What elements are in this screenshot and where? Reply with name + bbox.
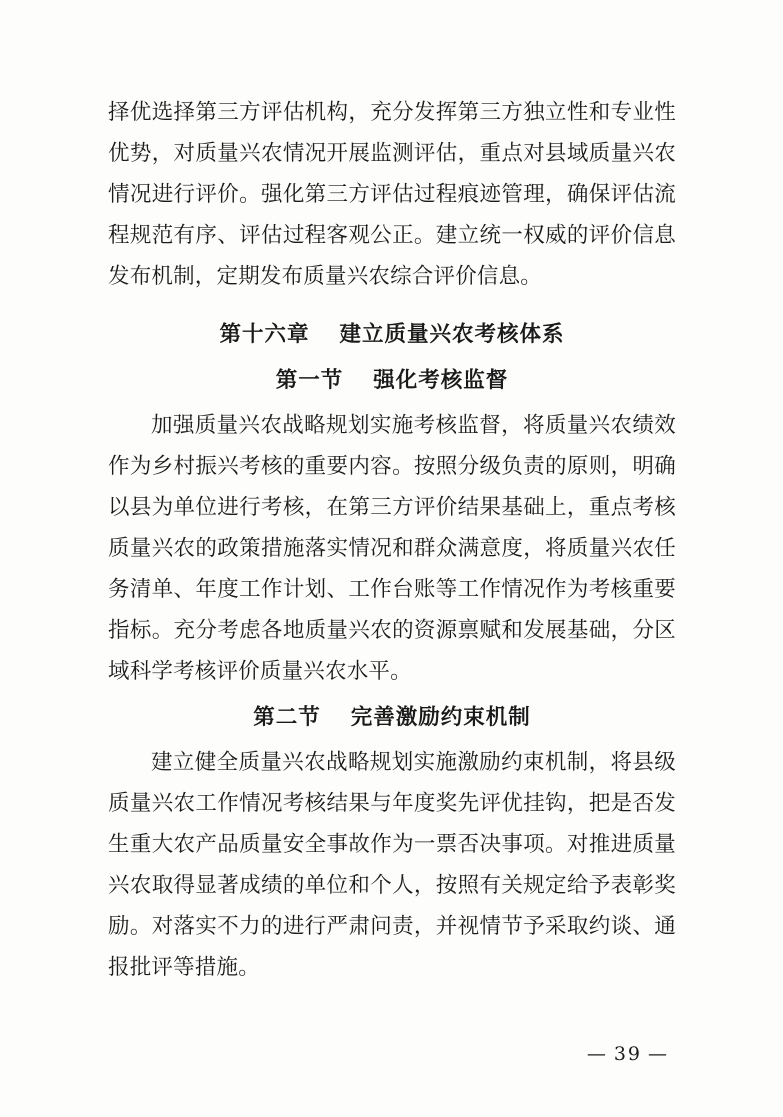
chapter-heading bbox=[108, 315, 676, 355]
section-title-1: 强化考核监督 bbox=[373, 368, 509, 393]
page-footer bbox=[108, 1043, 675, 1065]
paragraph-section-2-body: 建立健全质量兴农战略规划实施激励约束机制，将县级质量兴农工作情况考核结果与年度奖先评优挂钩，把是否发生重大农产品质量安全事故作为一票否决事项。对推进质量兴农取得显著成绩的单位和个人，按照有关规定给予表彰奖励。对落实不力的进行严肃问责，并视情节予采取约谈、通报批评等措施。 bbox=[108, 750, 676, 980]
section-heading-1 bbox=[108, 361, 676, 401]
chapter-number: 第十六章 bbox=[219, 322, 310, 347]
section-number-1: 第一节 bbox=[275, 368, 344, 393]
page-content bbox=[108, 92, 676, 988]
paragraph-section-1-body: 加强质量兴农战略规划实施考核监督，将质量兴农绩效作为乡村振兴考核的重要内容。按照分级负责的原则，明确以县为单位进行考核，在第三方评价结果基础上，重点考核质量兴农的政策措施落实情况和群众满意度，将质量兴农任务清单、年度工作计划、工作台账等工作情况作为考核重要指标。充分考虑各地质量兴农的资源禀赋和发展基础，分区域科学考核评价质量兴农水平。 bbox=[108, 413, 676, 684]
footer-left-dash: — bbox=[586, 1043, 608, 1065]
section-heading-2 bbox=[108, 698, 676, 738]
section-title-2: 完善激励约束机制 bbox=[350, 705, 531, 730]
chapter-title: 建立质量兴农考核体系 bbox=[339, 322, 565, 347]
paragraph-continuation: 择优选择第三方评估机构，充分发挥第三方独立性和专业性优势，对质量兴农情况开展监测评估，重点对县域质量兴农情况进行评价。强化第三方评估过程痕迹管理，确保评估流程规范有序、评估过程客观公正。建立统一权威的评价信息发布机制，定期发布质量兴农综合评价信息。 bbox=[108, 100, 676, 289]
page-number: 39 bbox=[613, 1043, 642, 1065]
section-number-2: 第二节 bbox=[253, 705, 321, 730]
footer-right-dash: — bbox=[648, 1043, 669, 1065]
